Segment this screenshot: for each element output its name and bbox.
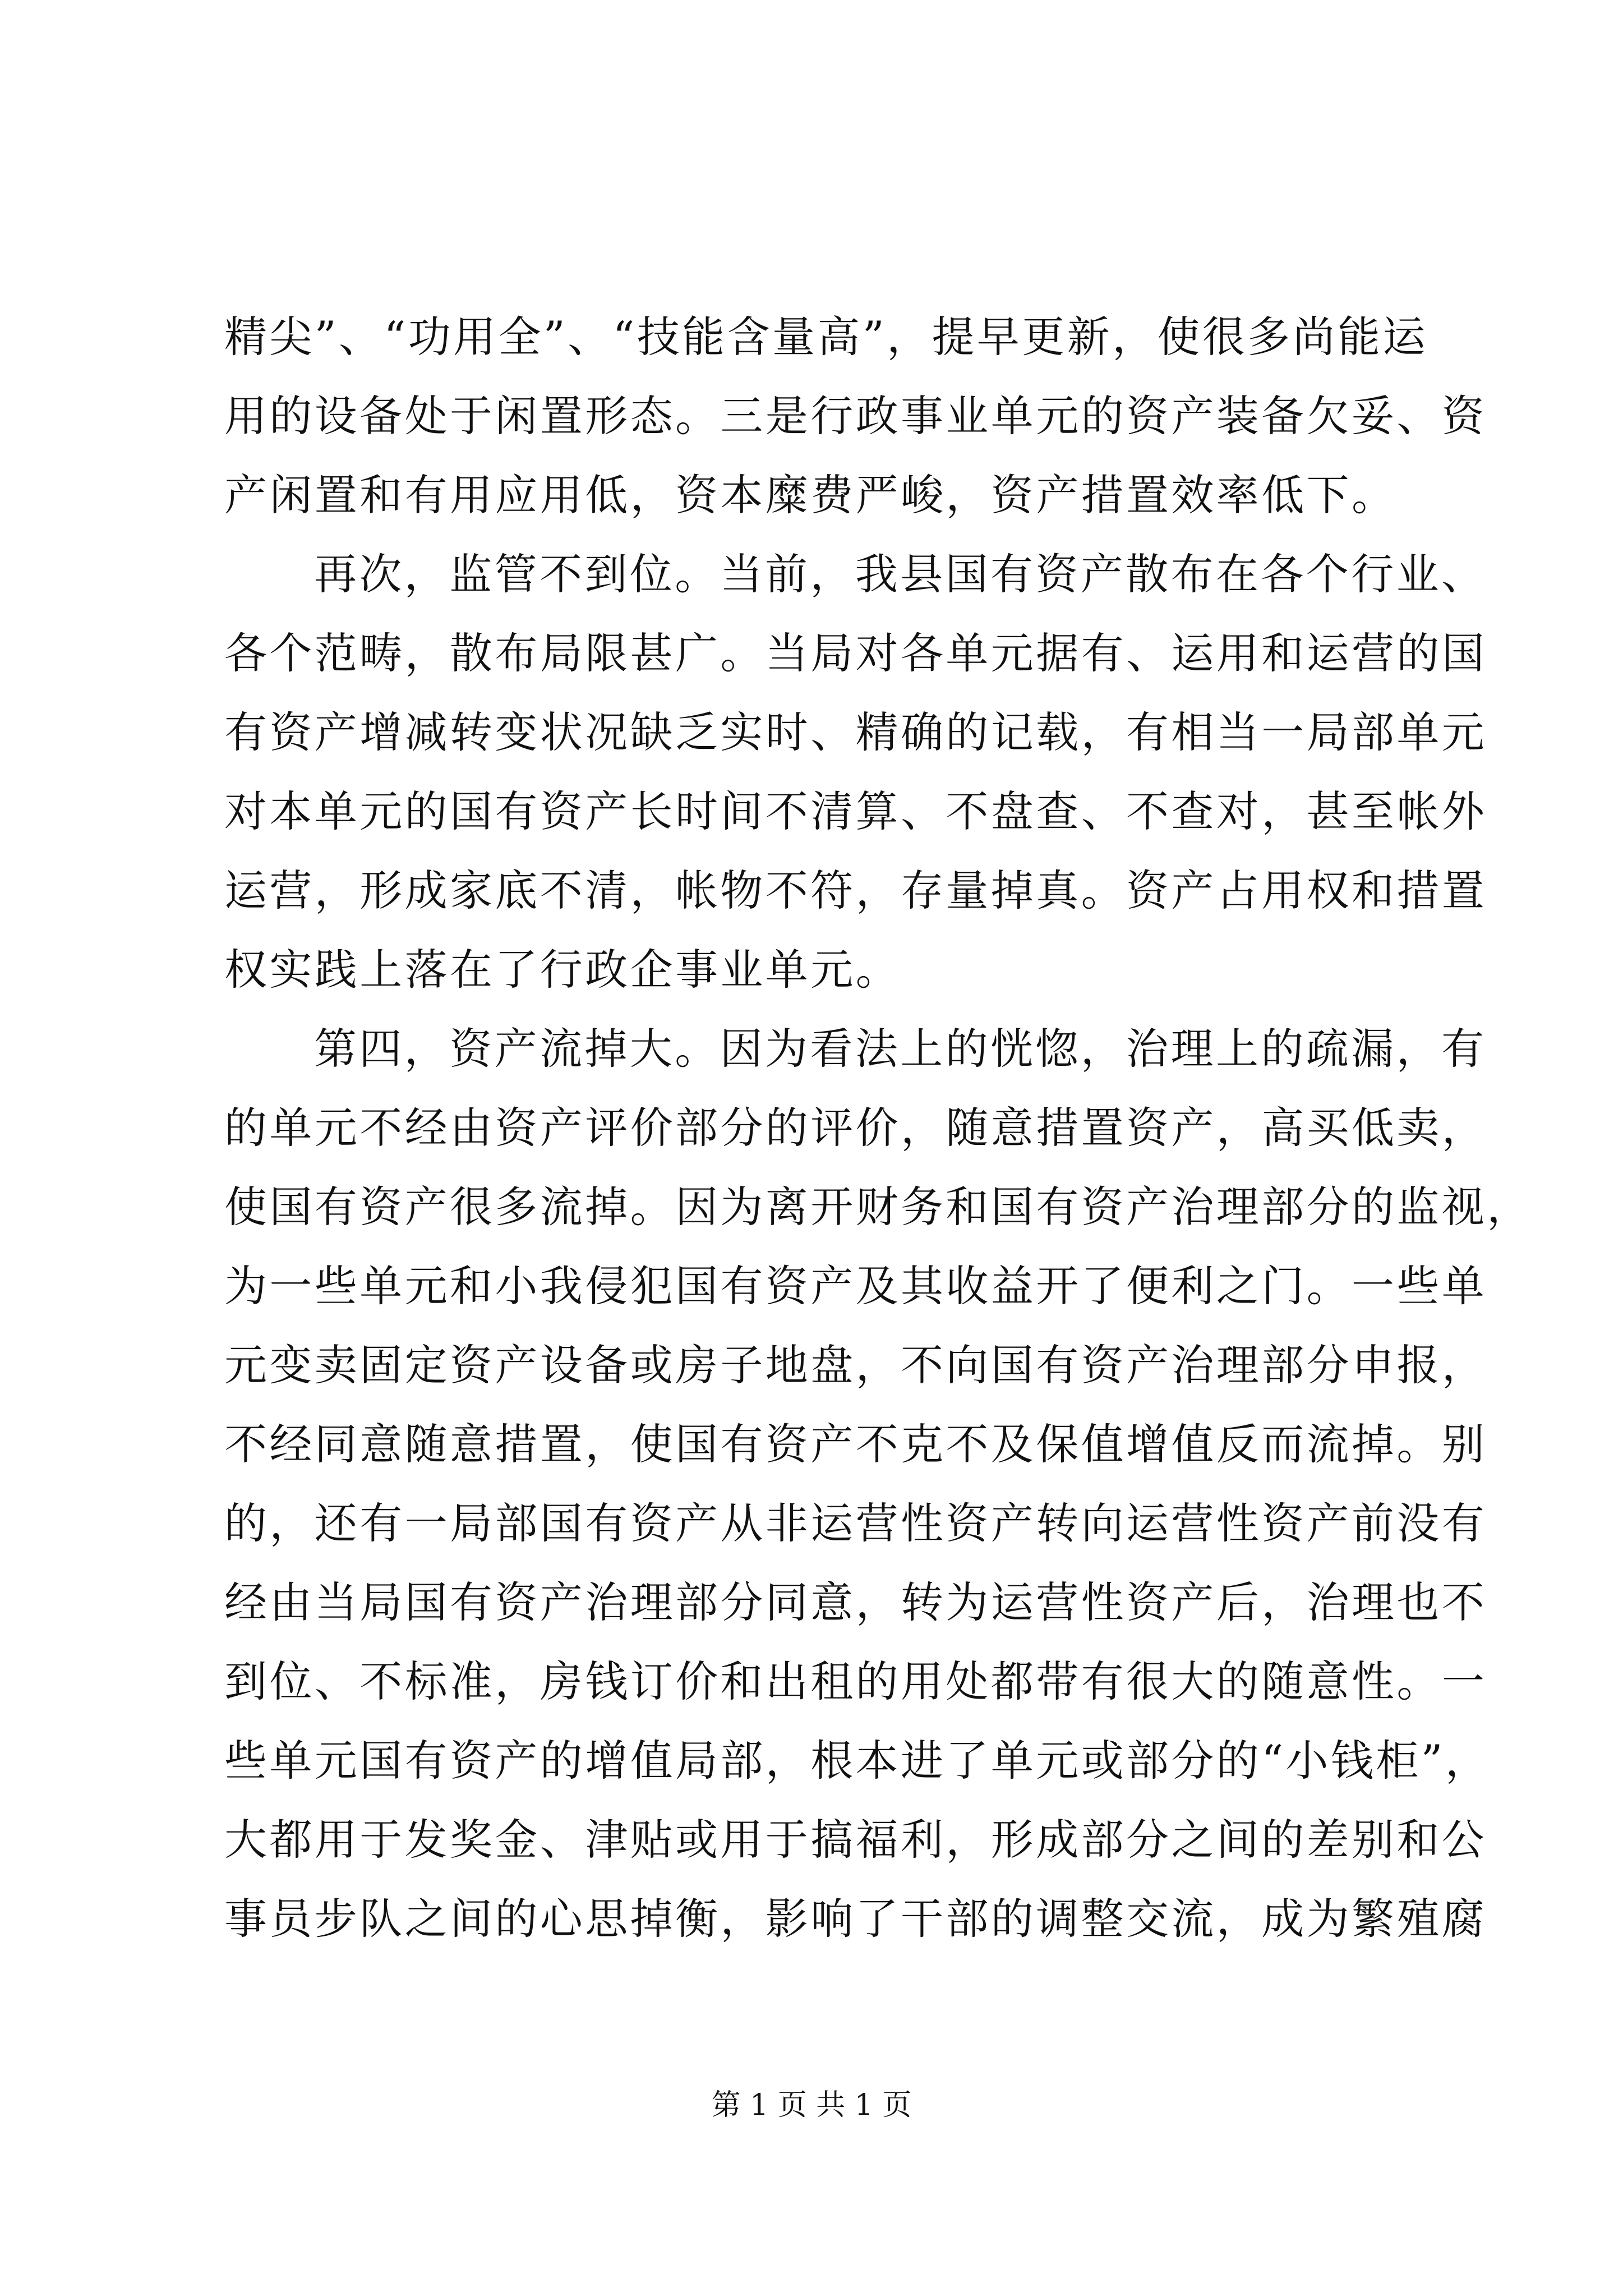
text-line: 精尖”、“功用全”、“技能含量高”，提早更新，使很多尚能运 bbox=[224, 312, 1428, 362]
page-footer: 第 1 页 共 1 页 bbox=[711, 2088, 912, 2122]
text-line: 到位、不标准，房钱订价和出租的用处都带有很大的随意性。一 bbox=[224, 1657, 1487, 1706]
text-line: 为一些单元和小我侵犯国有资产及其收益开了便利之门。一些单 bbox=[224, 1261, 1487, 1311]
text-line: 再次，监管不到位。当前，我县国有资产散布在各个行业、 bbox=[314, 549, 1487, 599]
text-line: 元变卖固定资产设备或房子地盘，不向国有资产治理部分申报， bbox=[224, 1340, 1487, 1390]
text-line: 有资产增减转变状况缺乏实时、精确的记载，有相当一局部单元 bbox=[224, 707, 1487, 757]
text-line: 的，还有一局部国有资产从非运营性资产转向运营性资产前没有 bbox=[224, 1498, 1487, 1548]
text-line: 对本单元的国有资产长时间不清算、不盘查、不查对，甚至帐外 bbox=[224, 786, 1487, 836]
text-line: 使国有资产很多流掉。因为离开财务和国有资产治理部分的监视， bbox=[224, 1182, 1532, 1232]
text-line: 事员步队之间的心思掉衡，影响了干部的调整交流，成为繁殖腐 bbox=[224, 1894, 1487, 1944]
text-line: 大都用于发奖金、津贴或用于搞福利，形成部分之间的差别和公 bbox=[224, 1815, 1487, 1865]
document-body bbox=[224, 297, 1532, 1958]
text-line: 的单元不经由资产评价部分的评价，随意措置资产，高买低卖， bbox=[224, 1103, 1487, 1153]
text-line: 各个范畴，散布局限甚广。当局对各单元据有、运用和运营的国 bbox=[224, 628, 1487, 678]
text-line: 权实践上落在了行政企事业单元。 bbox=[224, 945, 901, 995]
text-line: 第四，资产流掉大。因为看法上的恍惚，治理上的疏漏，有 bbox=[314, 1024, 1487, 1074]
text-line: 用的设备处于闲置形态。三是行政事业单元的资产装备欠妥、资 bbox=[224, 391, 1487, 441]
text-line: 些单元国有资产的增值局部，根本进了单元或部分的“小钱柜”， bbox=[224, 1736, 1491, 1786]
text-line: 经由当局国有资产治理部分同意，转为运营性资产后，治理也不 bbox=[224, 1577, 1487, 1627]
text-line: 运营，形成家底不清，帐物不符，存量掉真。资产占用权和措置 bbox=[224, 866, 1487, 915]
text-line: 产闲置和有用应用低，资本糜费严峻，资产措置效率低下。 bbox=[224, 470, 1397, 520]
text-line: 不经同意随意措置，使国有资产不克不及保值增值反而流掉。别 bbox=[224, 1419, 1487, 1469]
